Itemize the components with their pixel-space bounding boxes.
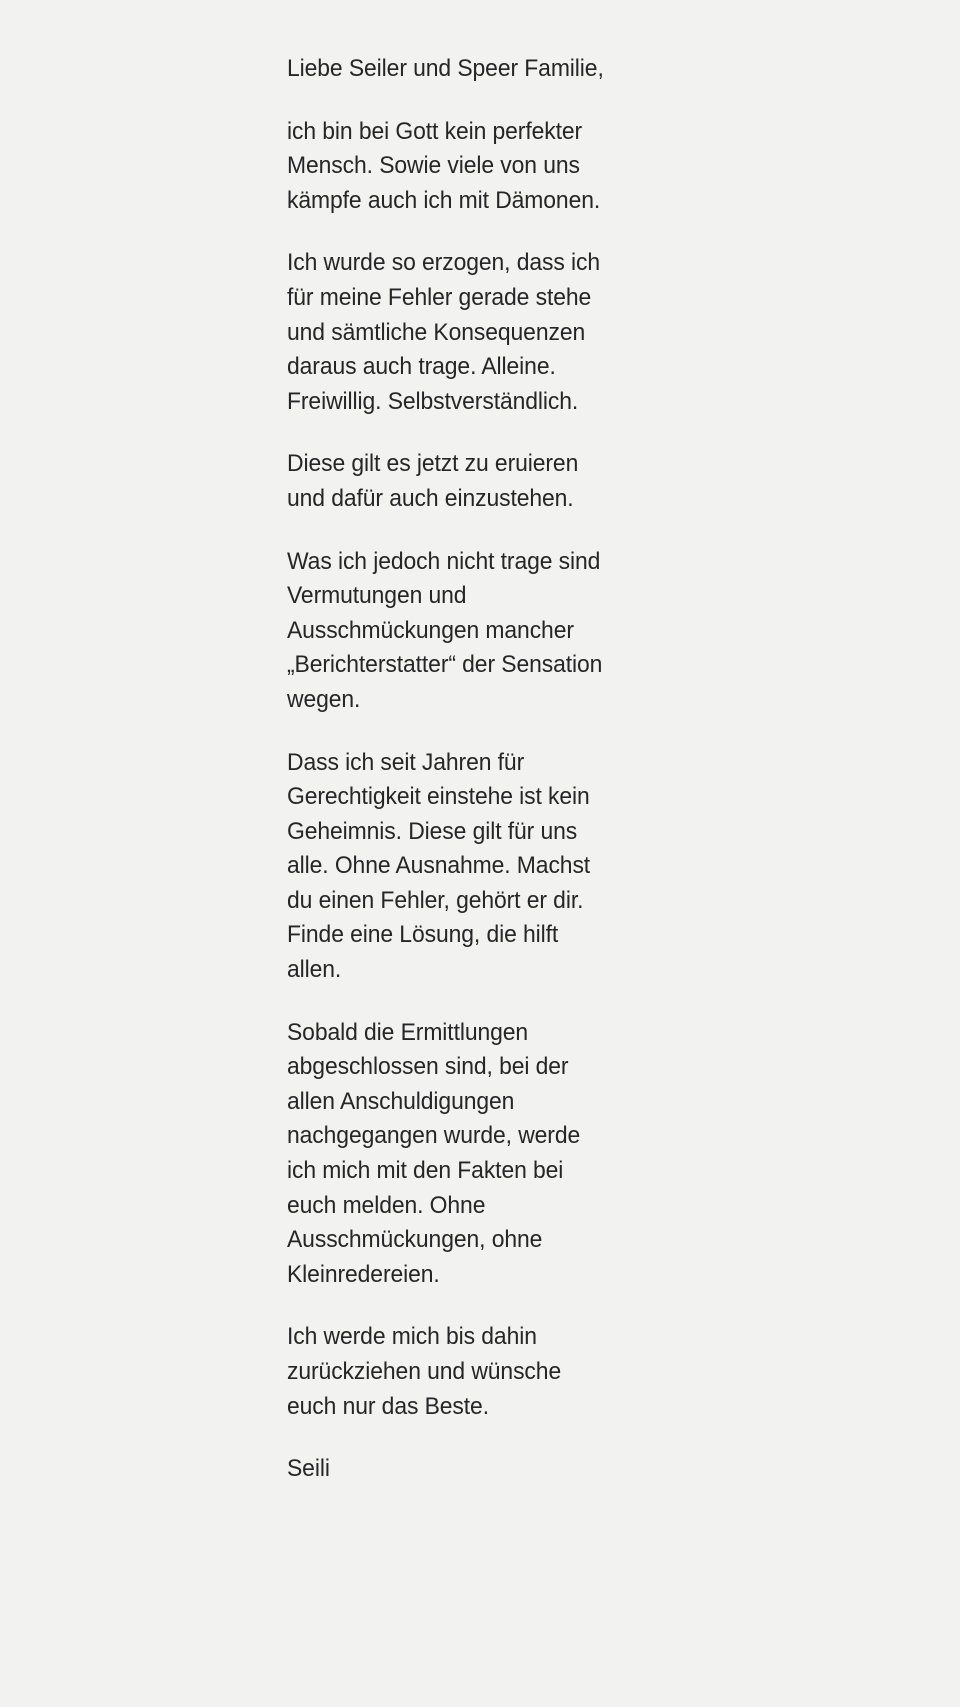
statement-paragraph-3: Diese gilt es jetzt zu eruieren und dafür auch einzustehen. [287, 450, 579, 512]
statement-signature: Seili [287, 1455, 330, 1483]
statement-paragraph-6: Sobald die Ermittlungen abgeschlossen sind, bei der allen Anschuldigungen nachgegangen wurde, werde ich mich mit den Fakten bei euch melden. Ohne Ausschmückungen, ohne Kleinredereien. [287, 1018, 581, 1288]
statement-paragraph-5: Dass ich seit Jahren für Gerechtigkeit einstehe ist kein Geheimnis. Diese gilt für uns alle. Ohne Ausnahme. Machst du einen Fehler, gehört er dir. Finde eine Lösung, die hilft allen. [287, 748, 591, 984]
statement-paragraph-2: Ich wurde so erzogen, dass ich für meine Fehler gerade stehe und sämtliche Konsequenzen daraus auch trage. Alleine. Freiwillig. Selbstverständlich. [287, 249, 600, 415]
statement-paragraph-1: ich bin bei Gott kein perfekter Mensch. Sowie viele von uns kämpfe auch ich mit Dämonen. [287, 117, 601, 214]
statement-text-block [287, 52, 637, 1487]
statement-paragraph-4: Was ich jedoch nicht trage sind Vermutungen und Ausschmückungen mancher „Berichterstatter“ der Sensation wegen. [287, 547, 603, 713]
statement-salutation: Liebe Seiler und Speer Familie, [287, 55, 604, 82]
statement-paragraph-7: Ich werde mich bis dahin zurückziehen und wünsche euch nur das Beste. [287, 1323, 562, 1420]
